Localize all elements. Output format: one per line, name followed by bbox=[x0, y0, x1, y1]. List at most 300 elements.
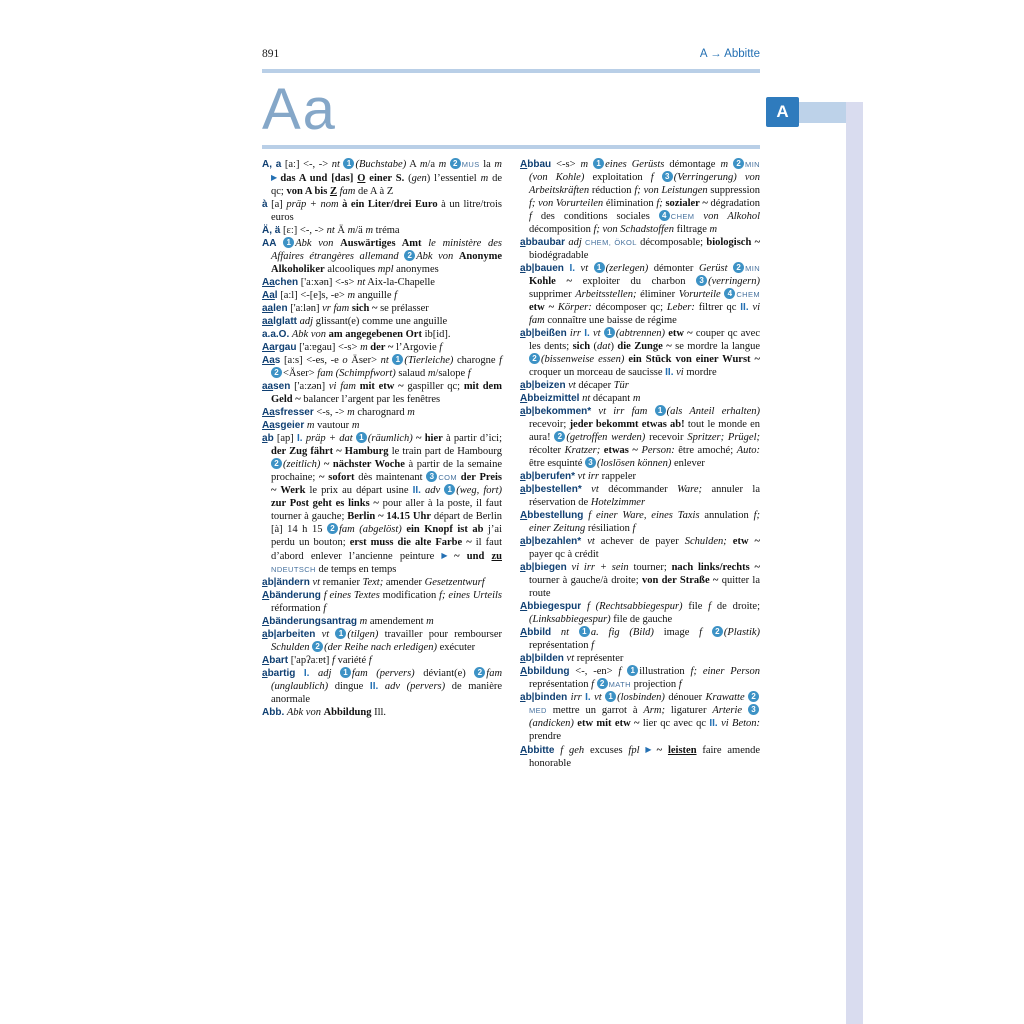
entry-text: filtrage bbox=[673, 224, 710, 235]
entry-text: [aːs] <-es, -e bbox=[280, 355, 343, 366]
dictionary-entry bbox=[520, 665, 760, 691]
grammar-label: (der Reihe nach erledigen) bbox=[324, 642, 437, 653]
grammar-label: Leber: bbox=[666, 302, 695, 313]
grammar-label: einer Ware, eines Taxis bbox=[596, 510, 700, 521]
headword: b|bekommen* bbox=[525, 406, 592, 417]
grammar-label: (loslösen können) bbox=[596, 458, 672, 469]
grammar-label: fam bbox=[317, 368, 334, 379]
dictionary-entry bbox=[520, 626, 760, 652]
grammar-label: Auto: bbox=[736, 445, 761, 456]
page-content bbox=[262, 48, 760, 770]
grammar-label: Krawatte bbox=[705, 692, 745, 703]
phrase-marker-icon: ▶ bbox=[441, 551, 453, 560]
entry-text: élimination bbox=[603, 198, 657, 209]
entry-text: décaper bbox=[575, 380, 614, 391]
bold-phrase: sozialer ~ bbox=[665, 198, 708, 209]
headword: a bbox=[520, 562, 526, 573]
bold-phrase: etw ~ bbox=[732, 536, 761, 547]
bold-phrase: ~ bbox=[656, 745, 668, 756]
entry-text bbox=[551, 627, 561, 638]
headword: A bbox=[262, 655, 270, 666]
entry-text bbox=[331, 668, 340, 679]
entry-text: de A à Z bbox=[355, 186, 394, 197]
grammar-label: von Leistungen bbox=[643, 185, 708, 196]
entry-text: à partir de la semaine prochaine; bbox=[271, 459, 503, 483]
bold-phrase: der ~ bbox=[370, 342, 394, 353]
headword: a bbox=[520, 653, 526, 664]
grammar-label: (verringern) bbox=[708, 276, 761, 287]
grammar-label: f bbox=[588, 510, 592, 521]
headword: a bbox=[262, 629, 268, 640]
field-label: MED bbox=[529, 706, 547, 715]
dictionary-entry bbox=[520, 652, 760, 665]
headword: aa bbox=[262, 381, 274, 392]
grammar-label: Abk von bbox=[416, 251, 454, 262]
sense-number-icon: 1 bbox=[593, 158, 604, 169]
headword: b|arbeiten bbox=[267, 629, 316, 640]
headword: bbitte bbox=[527, 745, 555, 756]
headword: A, a bbox=[262, 159, 282, 170]
bold-phrase: sich bbox=[572, 341, 591, 352]
grammar-label: adv bbox=[425, 485, 441, 496]
grammar-label: adv bbox=[384, 681, 401, 692]
entry-text bbox=[702, 627, 712, 638]
headword: a bbox=[520, 380, 526, 391]
entry-text: supprimer bbox=[529, 289, 576, 300]
headword: A bbox=[262, 590, 270, 601]
entry-text: annulation bbox=[699, 510, 754, 521]
headword: lglatt bbox=[273, 316, 298, 327]
grammar-label: adj bbox=[568, 237, 582, 248]
entry-text: se mordre la langue bbox=[671, 341, 760, 352]
grammar-label: Tür bbox=[613, 380, 629, 391]
entry-text bbox=[276, 238, 283, 249]
grammar-label: vt bbox=[591, 484, 599, 495]
field-label: MATH bbox=[608, 680, 631, 689]
entry-text: éliminer bbox=[636, 289, 679, 300]
entry-text: anonymes bbox=[393, 264, 439, 275]
grammar-label: Gerüst bbox=[698, 263, 728, 274]
entry-text: image bbox=[653, 627, 700, 638]
bold-phrase: ~ und bbox=[454, 551, 492, 562]
dictionary-entry bbox=[520, 561, 760, 600]
headword: bbeizmittel bbox=[527, 393, 580, 404]
entry-text: le prix au départ usine bbox=[305, 485, 413, 496]
grammar-label: Abk von bbox=[291, 329, 326, 340]
headword: b|ändern bbox=[267, 577, 310, 588]
entry-text: exploitation bbox=[584, 172, 651, 183]
entry-text: suppression bbox=[707, 185, 761, 196]
grammar-label: f bbox=[529, 211, 532, 222]
grammar-label: o bbox=[342, 355, 348, 366]
grammar-label: nt bbox=[582, 393, 591, 404]
bold-phrase: à ein Liter/drei Euro bbox=[342, 199, 438, 210]
bold-phrase: mit dem Geld ~ bbox=[271, 381, 502, 405]
entry-text: /ä bbox=[355, 225, 366, 236]
section-numeral: I. bbox=[584, 328, 590, 339]
entry-text: ['aːɐgau] <-s> bbox=[296, 342, 361, 353]
entry-text: tourner à gauche/à droite; bbox=[529, 575, 642, 586]
grammar-label: f bbox=[499, 355, 503, 366]
dictionary-entry bbox=[520, 470, 760, 483]
sense-number-icon: 1 bbox=[655, 405, 666, 416]
grammar-label: m bbox=[419, 159, 428, 170]
bold-phrase: Auswärtiges Amt bbox=[340, 238, 422, 249]
headword: aa bbox=[262, 303, 274, 314]
sense-number-icon: 1 bbox=[392, 354, 403, 365]
headword: sfresser bbox=[274, 407, 314, 418]
headword: A bbox=[520, 601, 528, 612]
grammar-label: Arbeitsstellen; bbox=[575, 289, 637, 300]
entry-text: départ de Berlin [à] 14 h 15 bbox=[271, 511, 502, 535]
bold-phrase: von der Straße ~ bbox=[641, 575, 719, 586]
headword: s bbox=[274, 355, 281, 366]
grammar-label: nt bbox=[357, 277, 366, 288]
entry-columns bbox=[262, 158, 760, 770]
grammar-label: m bbox=[720, 159, 729, 170]
entry-text: modification bbox=[379, 590, 440, 601]
entry-text: Aix-la-Chapelle bbox=[365, 277, 435, 288]
grammar-label: (Schimpfwort) bbox=[335, 368, 396, 379]
left-column bbox=[262, 158, 502, 770]
entry-text: réformation bbox=[271, 603, 324, 614]
entry-text: des conditions sociales bbox=[531, 211, 659, 222]
bold-phrase: O bbox=[357, 173, 366, 184]
bold-phrase: nach links/rechts ~ bbox=[671, 562, 760, 573]
entry-text bbox=[569, 627, 579, 638]
headword: b|bilden bbox=[525, 653, 564, 664]
grammar-label: (zeitlich) bbox=[283, 459, 321, 470]
sense-number-icon: 2 bbox=[597, 678, 608, 689]
bold-phrase: ~ hier bbox=[416, 433, 443, 444]
grammar-label: Abk von bbox=[286, 707, 321, 718]
sense-number-icon: 3 bbox=[585, 457, 596, 468]
grammar-label: (losbinden) bbox=[617, 692, 665, 703]
headword: rgau bbox=[274, 342, 297, 353]
grammar-label: vr fam bbox=[322, 303, 350, 314]
grammar-label: m bbox=[359, 616, 368, 627]
dictionary-entry bbox=[520, 236, 760, 262]
entry-text: achever de payer bbox=[594, 536, 685, 547]
grammar-label: adj bbox=[317, 668, 332, 679]
dictionary-entry bbox=[262, 706, 502, 719]
entry-text: être esquinté bbox=[529, 458, 585, 469]
grammar-label: f bbox=[323, 590, 327, 601]
dictionary-entry bbox=[520, 262, 760, 327]
entry-text: faire amende honorable bbox=[529, 745, 761, 769]
headword: bbild bbox=[527, 627, 552, 638]
section-numeral: II. bbox=[709, 718, 718, 729]
entry-text: représentation bbox=[529, 640, 592, 651]
entry-text: ['apʔaːɐt] bbox=[288, 655, 333, 666]
bold-phrase: der Preis ~ Werk bbox=[271, 472, 503, 496]
entry-text: prendre bbox=[529, 731, 562, 742]
entry-text: ['aːzən] bbox=[290, 381, 329, 392]
grammar-label: Beton: bbox=[732, 718, 761, 729]
grammar-label: Körper: bbox=[557, 302, 592, 313]
headword: l bbox=[274, 290, 278, 301]
entry-text: A bbox=[406, 159, 420, 170]
bold-phrase: jeder bekommt etwas ab! bbox=[569, 419, 685, 430]
grammar-label: vt bbox=[587, 536, 595, 547]
entry-text: tréma bbox=[373, 225, 400, 236]
grammar-label: fam (pervers) bbox=[351, 668, 415, 679]
headword: a bbox=[520, 536, 526, 547]
section-numeral: II. bbox=[740, 302, 749, 313]
grammar-label: Arterie bbox=[712, 705, 743, 716]
headword: b|beißen bbox=[525, 328, 567, 339]
bold-phrase: ~ nächster Woche bbox=[323, 459, 405, 470]
grammar-label: m bbox=[407, 407, 415, 418]
entry-text: ) bbox=[610, 341, 618, 352]
sense-number-icon: 1 bbox=[605, 691, 616, 702]
entry-text: le train part de Hambourg bbox=[388, 446, 502, 457]
grammar-label: eines Urteils bbox=[448, 590, 502, 601]
entry-text: <-, -en> bbox=[569, 666, 619, 677]
grammar-label: vi fam bbox=[328, 381, 356, 392]
headword: Aa bbox=[262, 277, 275, 288]
dictionary-entry bbox=[262, 628, 502, 654]
grammar-label: vt irr fam bbox=[598, 406, 648, 417]
grammar-label: (räumlich) bbox=[367, 433, 413, 444]
phrase-marker-icon: ▶ bbox=[271, 173, 279, 182]
entry-text: décomposer qc; bbox=[591, 302, 667, 313]
headword: Aa bbox=[262, 290, 275, 301]
entry-text: de droite; bbox=[711, 601, 760, 612]
headword: a.a.O. bbox=[262, 329, 290, 340]
grammar-label: vt bbox=[321, 629, 330, 640]
entry-text: file de gauche bbox=[610, 614, 673, 625]
letter-rule bbox=[262, 145, 760, 149]
entry-text: recevoir bbox=[645, 432, 688, 443]
sense-number-icon: 1 bbox=[335, 628, 346, 639]
headword: Abb. bbox=[262, 707, 285, 718]
entry-text: de manière anormale bbox=[271, 681, 503, 705]
grammar-label: m bbox=[709, 224, 718, 235]
bold-phrase: erst muss die alte Farbe ~ bbox=[349, 537, 472, 548]
dictionary-entry bbox=[520, 379, 760, 392]
headword: b|bezahlen* bbox=[525, 536, 582, 547]
dictionary-entry bbox=[262, 302, 502, 315]
dictionary-entry bbox=[262, 289, 502, 302]
grammar-label: vt bbox=[566, 653, 575, 664]
section-numeral: I. bbox=[297, 433, 303, 444]
field-label: MIN bbox=[745, 160, 760, 169]
grammar-label: (Plastik) bbox=[723, 627, 761, 638]
grammar-label: f; bbox=[439, 590, 446, 601]
dictionary-entry bbox=[262, 328, 502, 341]
bold-phrase: ein Knopf ist ab bbox=[406, 524, 484, 535]
entry-text bbox=[582, 484, 591, 495]
dictionary-entry bbox=[262, 380, 502, 406]
grammar-label: irr bbox=[569, 328, 582, 339]
sense-number-icon: 2 bbox=[748, 691, 759, 702]
headword: A bbox=[520, 393, 528, 404]
dictionary-entry bbox=[262, 667, 502, 706]
headword: bänderungsantrag bbox=[269, 616, 358, 627]
bold-phrase: etwas ~ bbox=[603, 445, 638, 456]
headword: a bbox=[520, 471, 526, 482]
headword: a bbox=[262, 668, 268, 679]
entry-text: réduction bbox=[589, 185, 635, 196]
entry-text: de qc; bbox=[271, 173, 502, 197]
grammar-label: vi bbox=[721, 718, 729, 729]
entry-text: être amoché; bbox=[674, 445, 737, 456]
headword: sgeier bbox=[274, 420, 305, 431]
entry-text: travailler pour rembourser bbox=[378, 629, 502, 640]
entry-text: dégradation bbox=[707, 198, 761, 209]
headword: len bbox=[273, 303, 288, 314]
grammar-label: nt bbox=[326, 225, 335, 236]
grammar-label: f; bbox=[529, 198, 536, 209]
entry-text: tourner; bbox=[628, 562, 672, 573]
grammar-label: fam bbox=[339, 186, 356, 197]
grammar-label: f bbox=[368, 655, 372, 666]
entry-text: illustration bbox=[639, 666, 691, 677]
grammar-label: eines Gerüsts bbox=[605, 159, 665, 170]
entry-text: <-s, -> bbox=[313, 407, 348, 418]
headword: b|binden bbox=[525, 692, 568, 703]
grammar-label: Vorurteile bbox=[678, 289, 721, 300]
grammar-label: m bbox=[347, 290, 356, 301]
grammar-label: vt bbox=[312, 577, 321, 588]
dictionary-entry bbox=[262, 315, 502, 328]
entry-text: représentation bbox=[529, 679, 592, 690]
grammar-label: vt bbox=[568, 380, 576, 391]
entry-text: la bbox=[479, 159, 495, 170]
grammar-label: (zerlegen) bbox=[605, 263, 649, 274]
grammar-label: (weg, fort) bbox=[456, 485, 502, 496]
grammar-label: f; bbox=[634, 185, 641, 196]
dictionary-entry bbox=[262, 158, 502, 198]
grammar-label: m bbox=[347, 225, 356, 236]
grammar-label: f bbox=[632, 523, 636, 534]
bold-phrase: der Zug fährt ~ Hamburg bbox=[271, 446, 389, 457]
bold-phrase: mit etw ~ bbox=[359, 381, 404, 392]
section-numeral: II. bbox=[665, 367, 674, 378]
entry-text: de temps en temps bbox=[315, 564, 397, 575]
grammar-label: Person: bbox=[641, 445, 675, 456]
entry-text bbox=[309, 668, 318, 679]
dictionary-entry bbox=[262, 432, 502, 576]
bold-phrase: Anonyme Alkoholiker bbox=[271, 251, 502, 275]
grammar-label: m bbox=[580, 159, 589, 170]
entry-text: /salope bbox=[435, 368, 468, 379]
dictionary-entry bbox=[262, 198, 502, 224]
entry-text: recevoir; bbox=[529, 419, 570, 430]
grammar-label: le ministère des Affaires étrangères allemand bbox=[271, 238, 502, 262]
grammar-label: vi irr + sein bbox=[571, 562, 629, 573]
entry-text: vautour bbox=[314, 420, 352, 431]
entry-text: alcooliques bbox=[324, 264, 378, 275]
sense-number-icon: 3 bbox=[696, 275, 707, 286]
grammar-label: m bbox=[632, 393, 641, 404]
grammar-label: (Tierleiche) bbox=[404, 355, 454, 366]
grammar-label: mpl bbox=[377, 264, 394, 275]
section-numeral: II. bbox=[412, 485, 421, 496]
headword: Aa bbox=[262, 407, 275, 418]
headword: a bbox=[520, 328, 526, 339]
grammar-label: (bissenweise essen) bbox=[541, 354, 625, 365]
grammar-label: m bbox=[427, 368, 436, 379]
bold-phrase: Z bbox=[329, 186, 337, 197]
entry-text: ( bbox=[590, 341, 598, 352]
sense-number-icon: 3 bbox=[748, 704, 759, 715]
entry-text: résiliation bbox=[585, 523, 633, 534]
sense-number-icon: 2 bbox=[312, 641, 323, 652]
headword: b|biegen bbox=[525, 562, 567, 573]
grammar-label: f bbox=[332, 655, 335, 666]
dictionary-entry bbox=[262, 354, 502, 380]
grammar-label: fam (unglaublich) bbox=[271, 668, 503, 692]
grammar-label: Arm; bbox=[643, 705, 665, 716]
entry-text: excuses bbox=[584, 745, 629, 756]
headword: sen bbox=[273, 381, 291, 392]
thumb-index-letter: A bbox=[766, 97, 799, 127]
entry-text: rappeler bbox=[598, 471, 636, 482]
entry-text: charogne bbox=[453, 355, 500, 366]
entry-text: [ap] bbox=[273, 433, 298, 444]
sense-number-icon: 2 bbox=[271, 367, 282, 378]
entry-text: connaître une baisse de régime bbox=[544, 315, 677, 326]
sense-number-icon: 1 bbox=[604, 327, 615, 338]
entry-text: Ä bbox=[334, 225, 348, 236]
phrase-marker-icon: ▶ bbox=[645, 745, 655, 754]
dictionary-entry bbox=[262, 276, 502, 289]
guide-words: A → Abbitte bbox=[699, 48, 760, 60]
entry-text: mordre bbox=[683, 367, 717, 378]
entry-text: lier qc avec qc bbox=[639, 718, 710, 729]
grammar-label: f; bbox=[753, 510, 760, 521]
entry-text bbox=[295, 668, 304, 679]
entry-text: représenter bbox=[574, 653, 624, 664]
grammar-label: f; bbox=[593, 224, 600, 235]
grammar-label: m bbox=[351, 420, 360, 431]
grammar-label: m bbox=[494, 159, 503, 170]
headword: bbaubar bbox=[525, 237, 566, 248]
section-numeral: II. bbox=[369, 681, 379, 692]
grammar-label: (von Kohle) bbox=[529, 172, 585, 183]
bold-phrase: einer S. bbox=[365, 173, 405, 184]
grammar-label: Abk von bbox=[295, 238, 334, 249]
bold-phrase: etw ~ bbox=[668, 328, 693, 339]
page-number: 891 bbox=[262, 48, 280, 60]
grammar-label: f bbox=[650, 172, 654, 183]
sense-number-icon: 2 bbox=[733, 158, 744, 169]
entry-text: payer qc à crédit bbox=[529, 549, 599, 560]
entry-text: décapant bbox=[590, 393, 633, 404]
grammar-label: von Vorurteilen bbox=[538, 198, 604, 209]
entry-text: biodégradable bbox=[529, 250, 589, 261]
field-label: NDEUTSCH bbox=[271, 565, 316, 574]
headword: bbiegespur bbox=[527, 601, 582, 612]
grammar-label: f bbox=[467, 368, 471, 379]
dictionary-entry bbox=[262, 654, 502, 667]
entry-text: balancer l’argent par les fenêtres bbox=[300, 394, 441, 405]
grammar-label: f; bbox=[656, 198, 663, 209]
grammar-label: f bbox=[699, 627, 703, 638]
field-label: CHEM, ÖKOL bbox=[585, 238, 637, 247]
entry-text: file bbox=[682, 601, 709, 612]
grammar-label: m bbox=[438, 159, 447, 170]
sense-number-icon: 4 bbox=[659, 210, 670, 221]
grammar-label: einer Zeitung bbox=[529, 523, 586, 534]
sense-number-icon: 1 bbox=[340, 667, 351, 678]
grammar-label: einer Person bbox=[702, 666, 761, 677]
headword: a bbox=[262, 433, 268, 444]
grammar-label: Gesetzentwurf bbox=[424, 577, 485, 588]
grammar-label: Spritzer; Prügel; bbox=[687, 432, 760, 443]
